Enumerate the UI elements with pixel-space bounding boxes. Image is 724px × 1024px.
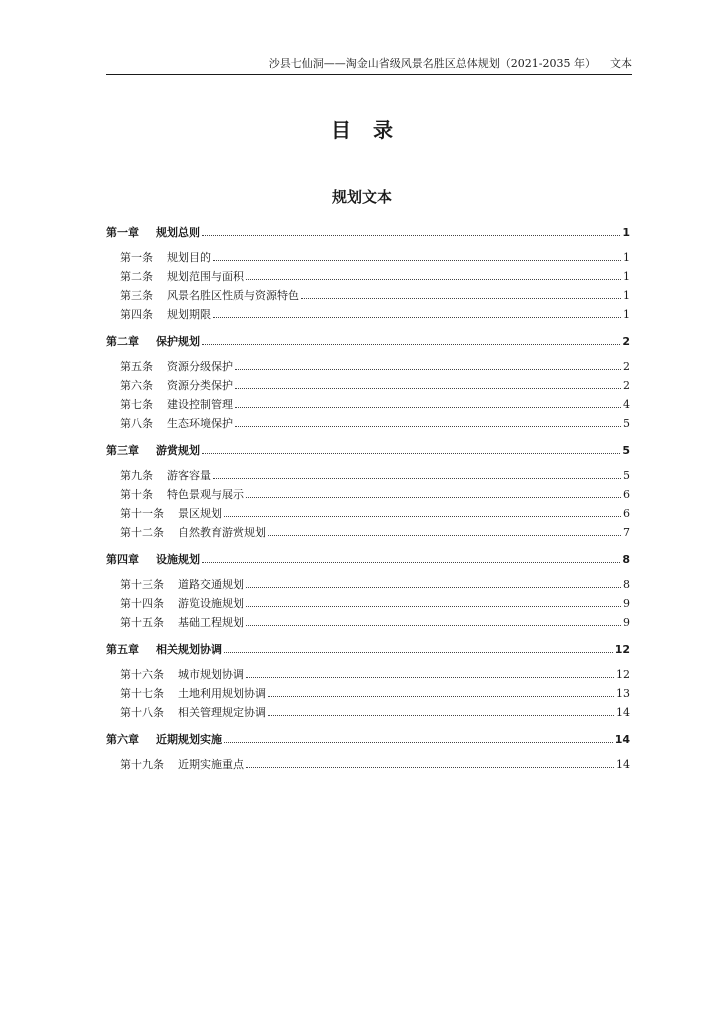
toc-article-entry[interactable] — [106, 467, 630, 483]
toc-entry-title: 景区规划 — [178, 507, 222, 520]
toc-page-number: 14 — [614, 733, 630, 746]
toc-page-number: 8 — [622, 553, 630, 566]
toc-page-number: 5 — [623, 469, 630, 482]
toc-entry-number: 第五条 — [120, 360, 153, 373]
toc-article-entry[interactable] — [106, 415, 630, 431]
toc-entry-number: 第九条 — [120, 469, 153, 482]
toc-page-number: 9 — [623, 616, 630, 629]
toc-entry-number: 第十一条 — [120, 507, 164, 520]
toc-entry-number: 第六章 — [106, 733, 139, 746]
toc-article-entry[interactable] — [106, 756, 630, 772]
toc-leader-dots — [235, 378, 621, 389]
toc-entry-title: 资源分类保护 — [167, 379, 233, 392]
toc-entry-number: 第二章 — [106, 335, 139, 348]
toc-page-number: 1 — [622, 226, 630, 239]
toc-entry-number: 第十九条 — [120, 758, 164, 771]
toc-entry-label — [120, 396, 233, 412]
toc-article-entry[interactable] — [106, 704, 630, 720]
toc-entry-number: 第三条 — [120, 289, 153, 302]
toc-article-entry[interactable] — [106, 306, 630, 322]
toc-entry-title: 保护规划 — [156, 335, 200, 348]
toc-article-entry[interactable] — [106, 524, 630, 540]
toc-entry-label — [120, 756, 244, 772]
toc-page-number: 1 — [623, 251, 630, 264]
toc-entry-number: 第七条 — [120, 398, 153, 411]
toc-entry-label — [106, 333, 200, 349]
toc-page-number: 1 — [623, 308, 630, 321]
toc-article-entry[interactable] — [106, 614, 630, 630]
toc-entry-label — [120, 467, 211, 483]
toc-article-entry[interactable] — [106, 666, 630, 682]
toc-entry-title: 规划总则 — [156, 226, 200, 239]
toc-page-number: 5 — [623, 417, 630, 430]
toc-page-number: 12 — [614, 643, 630, 656]
toc-entry-label — [106, 551, 200, 567]
toc-article-entry[interactable] — [106, 576, 630, 592]
toc-entry-label — [120, 306, 211, 322]
toc-leader-dots — [224, 732, 613, 743]
toc-entry-number: 第十五条 — [120, 616, 164, 629]
toc-page-number: 5 — [622, 444, 630, 457]
toc-entry-number: 第一章 — [106, 226, 139, 239]
toc-entry-label — [120, 249, 211, 265]
toc-chapter-entry[interactable] — [106, 551, 630, 567]
toc-entry-label — [120, 268, 244, 284]
toc-leader-dots — [246, 487, 621, 498]
toc-leader-dots — [246, 269, 621, 280]
toc-entry-title: 相关管理规定协调 — [178, 706, 266, 719]
toc-entry-title: 规划范围与面积 — [167, 270, 244, 283]
toc-entry-title: 游览设施规划 — [178, 597, 244, 610]
toc-leader-dots — [224, 642, 613, 653]
toc-entry-number: 第三章 — [106, 444, 139, 457]
toc-leader-dots — [235, 359, 621, 370]
toc-article-entry[interactable] — [106, 358, 630, 374]
toc-entry-title: 规划期限 — [167, 308, 211, 321]
toc-page-number: 2 — [623, 360, 630, 373]
toc-page-number: 1 — [623, 270, 630, 283]
toc-chapter-entry[interactable] — [106, 731, 630, 747]
toc-leader-dots — [246, 667, 614, 678]
toc-article-entry[interactable] — [106, 249, 630, 265]
toc-leader-dots — [246, 757, 614, 768]
toc-entry-label — [106, 641, 222, 657]
toc-entry-label — [120, 614, 244, 630]
toc-leader-dots — [224, 506, 621, 517]
toc-leader-dots — [268, 705, 614, 716]
page-header — [106, 57, 632, 75]
toc-page-number: 1 — [623, 289, 630, 302]
toc-entry-number: 第十二条 — [120, 526, 164, 539]
toc-leader-dots — [246, 615, 621, 626]
toc-leader-dots — [268, 525, 621, 536]
header-doc-type: 文本 — [610, 57, 632, 70]
toc-page-number: 14 — [616, 758, 630, 771]
toc-entry-label — [120, 377, 233, 393]
toc-article-entry[interactable] — [106, 595, 630, 611]
toc-leader-dots — [213, 307, 621, 318]
toc-entry-title: 特色景观与展示 — [167, 488, 244, 501]
toc-entry-label — [120, 576, 244, 592]
toc-entry-title: 基础工程规划 — [178, 616, 244, 629]
toc-entry-title: 资源分级保护 — [167, 360, 233, 373]
toc-entry-title: 自然教育游赏规划 — [178, 526, 266, 539]
toc-page-number: 13 — [616, 687, 630, 700]
toc-leader-dots — [213, 250, 621, 261]
toc-article-entry[interactable] — [106, 486, 630, 502]
toc-article-entry[interactable] — [106, 377, 630, 393]
toc-page-number: 7 — [623, 526, 630, 539]
toc-page-number: 12 — [616, 668, 630, 681]
toc-entry-title: 建设控制管理 — [167, 398, 233, 411]
toc-entry-label — [106, 442, 200, 458]
toc-leader-dots — [213, 468, 621, 479]
toc-entry-number: 第四条 — [120, 308, 153, 321]
toc-entry-title: 近期实施重点 — [178, 758, 244, 771]
toc-entry-label — [120, 486, 244, 502]
toc-entry-title: 游赏规划 — [156, 444, 200, 457]
toc-entry-label — [120, 595, 244, 611]
toc-entry-title: 近期规划实施 — [156, 733, 222, 746]
toc-entry-title: 游客容量 — [167, 469, 211, 482]
toc-entry-label — [120, 685, 266, 701]
toc-entry-title: 道路交通规划 — [178, 578, 244, 591]
toc-entry-label — [120, 358, 233, 374]
toc-entry-number: 第十四条 — [120, 597, 164, 610]
toc-leader-dots — [246, 596, 621, 607]
toc-entry-title: 风景名胜区性质与资源特色 — [167, 289, 299, 302]
toc-entry-number: 第十三条 — [120, 578, 164, 591]
toc-entry-label — [120, 505, 222, 521]
toc-page-number: 6 — [623, 488, 630, 501]
toc-leader-dots — [202, 225, 620, 236]
toc-entry-number: 第十八条 — [120, 706, 164, 719]
toc-chapter-entry[interactable] — [106, 641, 630, 657]
toc-article-entry[interactable] — [106, 268, 630, 284]
toc-entry-title: 规划目的 — [167, 251, 211, 264]
toc-entry-number: 第六条 — [120, 379, 153, 392]
toc-page-number: 8 — [623, 578, 630, 591]
toc-page-number: 2 — [622, 335, 630, 348]
toc-entry-label — [106, 731, 222, 747]
toc-page-number: 6 — [623, 507, 630, 520]
toc-article-entry[interactable] — [106, 505, 630, 521]
page-title: 目录 — [331, 118, 415, 142]
toc-entry-number: 第十六条 — [120, 668, 164, 681]
toc-article-entry[interactable] — [106, 685, 630, 701]
toc-entry-number: 第十七条 — [120, 687, 164, 700]
toc-leader-dots — [202, 334, 620, 345]
toc-entry-number: 第四章 — [106, 553, 139, 566]
toc-chapter-entry[interactable] — [106, 224, 630, 240]
toc-entry-number: 第二条 — [120, 270, 153, 283]
section-title: 规划文本 — [331, 188, 392, 206]
toc-leader-dots — [235, 397, 621, 408]
toc-leader-dots — [246, 577, 621, 588]
toc-entry-label — [106, 224, 200, 240]
toc-entry-label — [120, 287, 299, 303]
toc-entry-label — [120, 704, 266, 720]
toc-leader-dots — [202, 443, 620, 454]
toc-leader-dots — [202, 552, 620, 563]
toc-leader-dots — [301, 288, 621, 299]
toc-entry-title: 设施规划 — [156, 553, 200, 566]
toc-chapter-entry[interactable] — [106, 333, 630, 349]
toc-entry-number: 第十条 — [120, 488, 153, 501]
toc-article-entry[interactable] — [106, 396, 630, 412]
toc-entry-title: 相关规划协调 — [156, 643, 222, 656]
toc-page-number: 4 — [623, 398, 630, 411]
toc-entry-number: 第一条 — [120, 251, 153, 264]
toc-entry-title: 生态环境保护 — [167, 417, 233, 430]
toc-page-number: 2 — [623, 379, 630, 392]
toc-entry-title: 城市规划协调 — [178, 668, 244, 681]
toc-page-number: 14 — [616, 706, 630, 719]
toc-entry-label — [120, 666, 244, 682]
header-doc-title: 沙县七仙洞——淘金山省级风景名胜区总体规划（2021-2035 年） — [268, 57, 596, 70]
toc-article-entry[interactable] — [106, 287, 630, 303]
toc-entry-number: 第五章 — [106, 643, 139, 656]
toc-chapter-entry[interactable] — [106, 442, 630, 458]
toc-entry-title: 土地利用规划协调 — [178, 687, 266, 700]
toc-leader-dots — [268, 686, 614, 697]
toc-entry-number: 第八条 — [120, 417, 153, 430]
toc-leader-dots — [235, 416, 621, 427]
toc-entry-label — [120, 524, 266, 540]
toc-entry-label — [120, 415, 233, 431]
toc-page-number: 9 — [623, 597, 630, 610]
